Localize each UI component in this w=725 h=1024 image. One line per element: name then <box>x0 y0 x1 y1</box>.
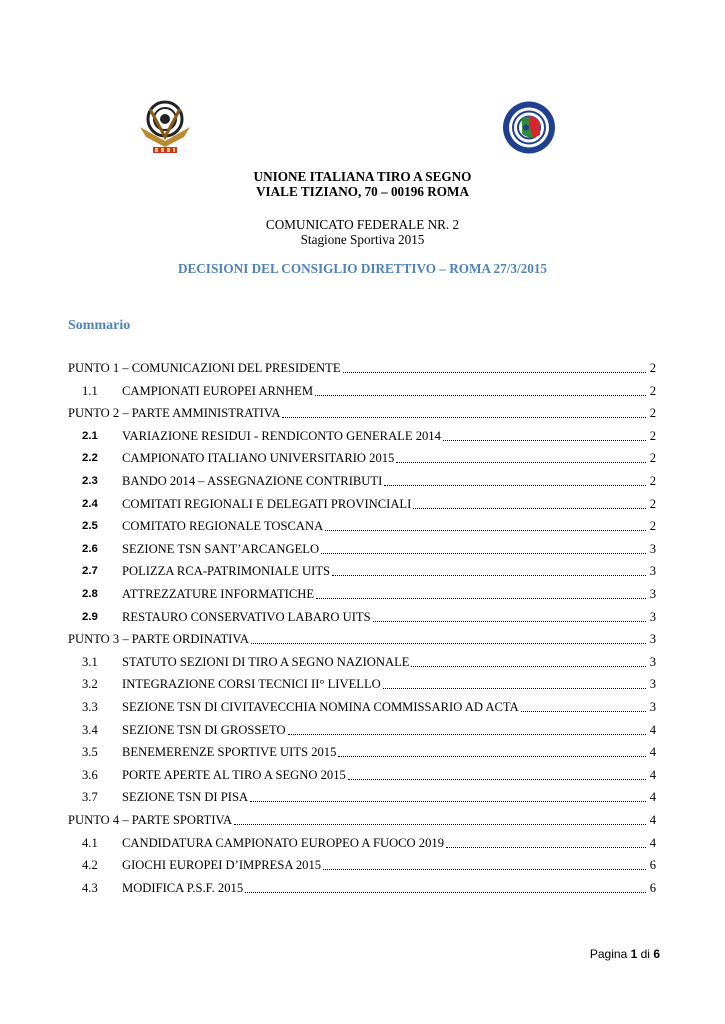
toc-entry-number: 2.7 <box>82 565 98 578</box>
toc-entry-title: SEZIONE TSN DI CIVITAVECCHIA NOMINA COMMISSARIO AD ACTA <box>122 700 519 714</box>
toc-entry-title: INTEGRAZIONE CORSI TECNICI II° LIVELLO <box>122 677 381 692</box>
toc-entry-number: 3.2 <box>82 677 98 692</box>
season-label: Stagione Sportiva 2015 <box>300 232 425 247</box>
toc-dot-leader <box>396 459 646 463</box>
toc-entry[interactable] <box>82 428 656 444</box>
toc-entry-title: CAMPIONATI EUROPEI ARNHEM <box>122 383 314 398</box>
toc-entry-page: 3 <box>649 677 656 692</box>
toc-entry-page: 3 <box>649 587 656 601</box>
toc-entry-page: 4 <box>649 767 656 782</box>
toc-dot-leader <box>245 889 646 893</box>
toc-entry-title: POLIZZA RCA-PATRIMONIALE UITS <box>122 564 331 579</box>
target-flag-logo <box>500 100 558 155</box>
toc-entry-page: 3 <box>649 609 656 624</box>
toc-dot-leader <box>325 527 646 531</box>
toc-entry-number: 3.3 <box>82 700 98 714</box>
decisions-heading: DECISIONI DEL CONSIGLIO DIRETTIVO – ROMA 27/3/2015 <box>177 261 548 276</box>
toc-dot-leader <box>521 708 646 712</box>
toc-entry-title: SEZIONE TSN DI PISA <box>122 790 249 805</box>
toc-dot-leader <box>332 572 646 576</box>
toc-entry[interactable] <box>82 699 656 715</box>
toc-dot-leader <box>315 392 646 396</box>
toc-entry-number: 2.3 <box>82 475 98 487</box>
toc-entry-title: PORTE APERTE AL TIRO A SEGNO 2015 <box>122 767 346 782</box>
toc-entry-page: 2 <box>649 496 656 511</box>
toc-entry-number: 2.1 <box>82 429 98 442</box>
toc-entry[interactable] <box>82 880 656 896</box>
toc-entry[interactable] <box>82 857 656 873</box>
toc-entry-title: MODIFICA P.S.F. 2015 <box>122 880 244 895</box>
toc-entry-title: SEZIONE TSN DI GROSSETO <box>122 722 286 737</box>
toc-entry-number: 1.1 <box>82 383 98 398</box>
toc-entry-number: 3.6 <box>82 767 98 782</box>
toc-entry-number: 2.2 <box>82 452 98 465</box>
toc-entry-number: 4.2 <box>82 858 98 873</box>
organization-address: VIALE TIZIANO, 70 – 00196 ROMA <box>256 184 469 199</box>
toc-entry[interactable] <box>82 563 656 579</box>
toc-entry-page: 4 <box>649 722 656 737</box>
toc-entry[interactable] <box>82 744 656 760</box>
toc-entry-page: 4 <box>649 790 656 805</box>
toc-entry-title: CAMPIONATO ITALIANO UNIVERSITARIO 2015 <box>122 451 395 466</box>
toc-entry-page: 2 <box>649 474 656 488</box>
toc-entry[interactable] <box>82 586 656 602</box>
toc-entry-number: 2.5 <box>82 520 98 533</box>
toc-entry-number: 3.7 <box>82 790 98 805</box>
toc-entry[interactable] <box>82 383 656 399</box>
toc-entry-number: 4.1 <box>82 835 98 850</box>
toc-entry-number: 2.8 <box>82 588 98 600</box>
toc-dot-leader <box>250 798 646 802</box>
toc-entry[interactable] <box>82 767 656 783</box>
toc-entry-page: 2 <box>649 383 656 398</box>
toc-entry-title: PUNTO 2 – PARTE AMMINISTRATIVA <box>68 406 281 421</box>
toc-entry-page: 3 <box>649 632 656 647</box>
toc-entry[interactable] <box>82 835 656 851</box>
toc-entry-number: 3.5 <box>82 745 98 760</box>
toc-dot-leader <box>411 663 646 667</box>
toc-entry[interactable] <box>82 722 656 738</box>
toc-dot-leader <box>413 505 646 509</box>
toc-entry[interactable] <box>68 405 656 421</box>
toc-dot-leader <box>373 618 646 622</box>
toc-entry-page: 6 <box>649 858 656 873</box>
of-word: di <box>640 947 650 961</box>
toc-entry-title: COMITATO REGIONALE TOSCANA <box>122 519 324 534</box>
toc-dot-leader <box>383 685 646 689</box>
toc-entry[interactable] <box>82 518 656 534</box>
toc-dot-leader <box>321 550 646 554</box>
toc-dot-leader <box>446 844 646 848</box>
toc-entry[interactable] <box>82 654 656 670</box>
toc-dot-leader <box>384 482 646 486</box>
toc-entry-title: GIOCHI EUROPEI D’IMPRESA 2015 <box>122 858 322 873</box>
toc-entry-page: 2 <box>649 519 656 534</box>
toc-entry-page: 2 <box>649 361 656 375</box>
toc-entry-page: 2 <box>649 406 656 421</box>
toc-dot-leader <box>443 437 646 441</box>
toc-entry-page: 6 <box>649 880 656 895</box>
toc-entry-page: 2 <box>649 428 656 443</box>
toc-entry-number: 3.1 <box>82 654 98 669</box>
toc-entry-title: RESTAURO CONSERVATIVO LABARO UITS <box>122 609 371 624</box>
toc-entry[interactable] <box>82 609 656 625</box>
toc-entry[interactable] <box>82 541 656 557</box>
page-current: 1 <box>630 947 638 961</box>
toc-entry-page: 3 <box>649 541 656 556</box>
toc-dot-leader <box>348 776 646 780</box>
toc-dot-leader <box>282 414 646 418</box>
toc-entry-title: ATTREZZATURE INFORMATICHE <box>122 587 315 601</box>
page-word: Pagina <box>589 947 628 961</box>
toc-entry-page: 4 <box>649 813 656 827</box>
toc-entry-number: 2.6 <box>82 542 98 555</box>
communique-title: COMUNICATO FEDERALE NR. 2 <box>265 217 460 232</box>
toc-entry-number: 3.4 <box>82 722 98 737</box>
page-total: 6 <box>653 947 660 961</box>
toc-dot-leader <box>343 369 646 373</box>
toc-entry-title: PUNTO 4 – PARTE SPORTIVA <box>68 813 233 827</box>
toc-entry-title: BANDO 2014 – ASSEGNAZIONE CONTRIBUTI <box>122 474 383 488</box>
toc-entry-number: 2.4 <box>82 497 98 510</box>
toc-entry-title: PUNTO 3 – PARTE ORDINATIVA <box>68 632 249 647</box>
toc-entry-page: 3 <box>649 654 656 669</box>
toc-entry-title: STATUTO SEZIONI DI TIRO A SEGNO NAZIONALE <box>122 654 410 669</box>
toc-dot-leader <box>251 640 646 644</box>
toc-entry[interactable] <box>82 496 656 512</box>
toc-entry-title: SEZIONE TSN SANT’ARCANGELO <box>122 541 320 556</box>
toc-entry[interactable] <box>82 676 656 692</box>
toc-entry-page: 3 <box>649 700 656 714</box>
organization-name: UNIONE ITALIANA TIRO A SEGNO <box>253 169 472 184</box>
toc-entry-title: VARIAZIONE RESIDUI - RENDICONTO GENERALE 2014 <box>122 428 441 443</box>
toc-entry[interactable] <box>82 473 656 489</box>
summary-title: Sommario <box>68 318 131 333</box>
toc-entry[interactable] <box>68 631 656 647</box>
toc-entry-title: BENEMERENZE SPORTIVE UITS 2015 <box>122 745 337 760</box>
page-footer <box>560 947 660 961</box>
toc-dot-leader <box>338 753 646 757</box>
toc-entry-page: 4 <box>649 835 656 850</box>
toc-dot-leader <box>323 866 646 870</box>
toc-entry[interactable] <box>82 450 656 466</box>
toc-dot-leader <box>288 731 646 735</box>
toc-entry-page: 3 <box>649 564 656 579</box>
toc-entry-page: 4 <box>649 745 656 760</box>
uits-emblem-logo <box>136 97 194 157</box>
toc-entry-title: COMITATI REGIONALI E DELEGATI PROVINCIALI <box>122 496 412 511</box>
toc-dot-leader <box>316 595 646 599</box>
toc-entry-title: CANDIDATURA CAMPIONATO EUROPEO A FUOCO 2019 <box>122 835 444 850</box>
toc-dot-leader <box>234 821 646 825</box>
toc-entry[interactable] <box>68 812 656 828</box>
toc-entry[interactable] <box>82 789 656 805</box>
toc-entry[interactable] <box>68 360 656 376</box>
toc-entry-number: 2.9 <box>82 610 98 623</box>
toc-entry-number: 4.3 <box>82 880 98 895</box>
toc-entry-page: 2 <box>649 451 656 466</box>
toc-entry-title: PUNTO 1 – COMUNICAZIONI DEL PRESIDENTE <box>68 361 341 375</box>
